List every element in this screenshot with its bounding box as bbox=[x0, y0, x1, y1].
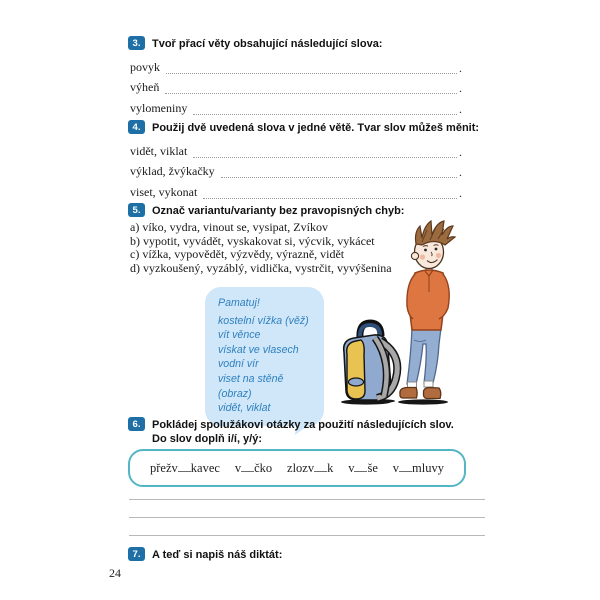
student-illustration bbox=[330, 212, 482, 410]
blank-gap[interactable] bbox=[354, 461, 367, 472]
writing-line[interactable] bbox=[129, 518, 485, 536]
jeans bbox=[407, 328, 441, 384]
answer-line-row bbox=[130, 137, 462, 158]
exercise-7-header bbox=[128, 547, 488, 562]
hair bbox=[416, 221, 456, 245]
blank-gap[interactable] bbox=[314, 461, 327, 472]
word-label: výklad, žvýkačky bbox=[130, 164, 215, 178]
exercise-7-title: A teď si napiš náš diktát: bbox=[152, 549, 283, 561]
exercise-4-title: Použij dvě uvedená slova v jedné větě. Tvar slov můžeš měnit: bbox=[152, 122, 480, 134]
ear bbox=[411, 252, 418, 259]
exercise-6-badge: 6. bbox=[128, 417, 145, 431]
memo-title: Pamatuj! bbox=[218, 297, 260, 309]
blank-gap[interactable] bbox=[178, 461, 191, 472]
fill-word[interactable]: zlozv k bbox=[287, 460, 334, 475]
memo-line: vít věnce bbox=[218, 329, 261, 342]
exercise-5-badge: 5. bbox=[128, 203, 145, 217]
backpack-illustration bbox=[344, 323, 398, 400]
memo-line: vodní vír bbox=[218, 358, 259, 371]
answer-line[interactable] bbox=[221, 164, 457, 178]
exercise-5-title: Označ variantu/varianty bez pravopisných chyb: bbox=[152, 205, 405, 217]
answer-line-row bbox=[130, 178, 462, 199]
line-period: . bbox=[459, 101, 462, 116]
memo-line: kostelní vížka (věž) bbox=[218, 314, 309, 327]
fill-word[interactable]: v še bbox=[348, 460, 378, 475]
word-label: vylomeniny bbox=[130, 100, 188, 115]
answer-line[interactable] bbox=[165, 80, 457, 94]
exercise-4-answers bbox=[130, 137, 462, 199]
answer-line[interactable] bbox=[193, 101, 457, 115]
line-period: . bbox=[459, 81, 462, 95]
writing-lines bbox=[129, 482, 485, 536]
answer-line-row bbox=[130, 94, 462, 115]
fill-word[interactable]: přežv kavec bbox=[150, 460, 220, 475]
word-label: vidět, viklat bbox=[130, 143, 188, 158]
line-period: . bbox=[459, 185, 462, 200]
answer-line-row bbox=[130, 53, 462, 74]
line-period: . bbox=[459, 165, 462, 179]
page-number: 24 bbox=[109, 566, 121, 580]
line-period: . bbox=[459, 144, 462, 159]
answer-line[interactable] bbox=[193, 144, 457, 158]
cheek bbox=[420, 254, 425, 259]
writing-line[interactable] bbox=[129, 482, 485, 500]
fill-word[interactable]: v mluvy bbox=[392, 460, 444, 475]
exercise-7-badge: 7. bbox=[128, 547, 145, 561]
exercise-4-badge: 4. bbox=[128, 120, 145, 134]
exercise-3-header bbox=[128, 36, 488, 51]
blank-gap[interactable] bbox=[399, 461, 412, 472]
word-label: povyk bbox=[130, 59, 160, 74]
word-label: viset, vykonat bbox=[130, 184, 198, 199]
exercise-6-title-line1: Pokládej spolužákovi otázky za použití následujících slov. bbox=[152, 419, 454, 431]
option-d[interactable]: d) vyzkoušený, vyzáblý, vidlička, vystrčit, vyvýšenina bbox=[130, 261, 392, 276]
writing-line[interactable] bbox=[129, 500, 485, 518]
answer-line[interactable] bbox=[166, 60, 457, 74]
answer-line-row bbox=[130, 74, 462, 95]
blank-gap[interactable] bbox=[241, 461, 254, 472]
boy-illustration bbox=[400, 221, 455, 399]
exercise-6-title bbox=[152, 417, 454, 446]
exercise-6-header bbox=[128, 417, 508, 446]
shoe bbox=[400, 388, 417, 399]
word-label: výheň bbox=[130, 80, 160, 94]
exercise-3-answers bbox=[130, 53, 462, 115]
exercise-6-title-line2: Do slov doplň i/í, y/ý: bbox=[152, 433, 263, 445]
answer-line-row bbox=[130, 158, 462, 179]
exercise-3-title: Tvoř přací věty obsahující následující slova: bbox=[152, 38, 383, 50]
line-period: . bbox=[459, 60, 462, 75]
answer-line[interactable] bbox=[203, 185, 457, 199]
memo-line: vidět, viklat bbox=[218, 402, 271, 415]
memo-line: viset na stěně (obraz) bbox=[218, 372, 284, 400]
boy-shadow bbox=[398, 399, 448, 404]
fill-word[interactable]: v čko bbox=[234, 460, 273, 475]
memo-bubble bbox=[205, 287, 324, 426]
option-b[interactable]: b) vypotit, vyvádět, vyskakovat si, výcvik, vykácet bbox=[130, 233, 375, 248]
exercise-3-badge: 3. bbox=[128, 36, 145, 50]
exercise-4-header bbox=[128, 120, 508, 135]
option-c[interactable]: c) vížka, vypovědět, výzvědy, výrazně, vidět bbox=[130, 247, 345, 262]
memo-line: vískat ve vlasech bbox=[218, 343, 299, 356]
option-a[interactable]: a) víko, vydra, vinout se, vysipat, Zvíkov bbox=[130, 220, 328, 234]
shoe bbox=[423, 388, 440, 399]
cheek bbox=[436, 253, 441, 258]
